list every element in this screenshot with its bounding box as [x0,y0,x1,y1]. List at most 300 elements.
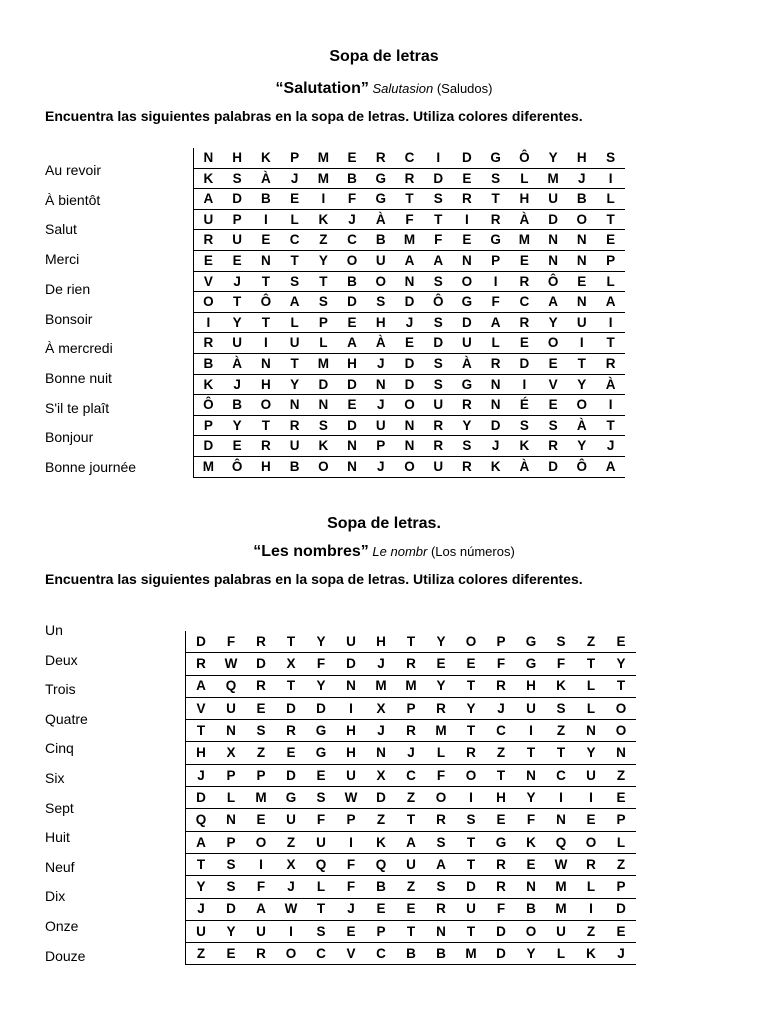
grid-cell[interactable]: R [596,353,625,374]
grid-cell[interactable]: O [246,831,276,853]
grid-cell[interactable]: U [424,395,453,416]
grid-cell[interactable]: L [216,787,246,809]
grid-cell[interactable]: L [596,271,625,292]
grid-cell[interactable]: H [336,742,366,764]
grid-cell[interactable]: S [424,312,453,333]
grid-cell[interactable]: R [252,436,281,457]
grid-cell[interactable]: O [516,920,546,942]
grid-cell[interactable]: Y [216,920,246,942]
grid-cell[interactable]: M [546,876,576,898]
grid-cell[interactable]: T [546,742,576,764]
grid-cell[interactable]: N [395,415,424,436]
grid-cell[interactable]: S [546,631,576,653]
grid-cell[interactable]: E [396,898,426,920]
grid-cell[interactable]: P [336,809,366,831]
grid-cell[interactable]: D [456,876,486,898]
grid-cell[interactable]: U [186,920,217,942]
grid-cell[interactable]: M [426,720,456,742]
grid-cell[interactable]: K [576,943,606,965]
grid-cell[interactable]: U [516,697,546,719]
grid-cell[interactable]: T [456,720,486,742]
grid-cell[interactable]: M [395,230,424,251]
grid-cell[interactable]: R [194,333,223,354]
grid-cell[interactable]: A [338,333,367,354]
grid-cell[interactable]: U [576,764,606,786]
grid-cell[interactable]: S [306,787,336,809]
grid-cell[interactable]: N [516,876,546,898]
grid-cell[interactable]: G [481,148,510,168]
grid-cell[interactable]: W [546,853,576,875]
grid-cell[interactable]: J [596,436,625,457]
grid-cell[interactable]: O [606,697,636,719]
grid-cell[interactable]: S [426,831,456,853]
grid-cell[interactable]: À [510,209,539,230]
grid-cell[interactable]: F [486,653,516,675]
grid-cell[interactable]: D [395,374,424,395]
grid-cell[interactable]: F [426,764,456,786]
grid-cell[interactable]: J [276,876,306,898]
grid-cell[interactable]: E [246,697,276,719]
grid-cell[interactable]: X [276,653,306,675]
grid-cell[interactable]: O [194,292,223,313]
grid-cell[interactable]: O [252,395,281,416]
grid-cell[interactable]: F [486,898,516,920]
grid-cell[interactable]: D [366,787,396,809]
grid-cell[interactable]: W [216,653,246,675]
grid-cell[interactable]: N [481,395,510,416]
grid-cell[interactable]: K [546,675,576,697]
grid-cell[interactable]: S [309,292,338,313]
grid-cell[interactable]: Y [539,312,568,333]
grid-cell[interactable]: U [336,764,366,786]
grid-cell[interactable]: T [596,209,625,230]
grid-cell[interactable]: R [486,876,516,898]
grid-cell[interactable]: T [280,250,309,271]
grid-cell[interactable]: O [309,456,338,477]
grid-cell[interactable]: O [395,395,424,416]
grid-cell[interactable]: O [338,250,367,271]
grid-cell[interactable]: À [567,415,596,436]
grid-cell[interactable]: D [309,374,338,395]
grid-cell[interactable]: D [194,436,223,457]
grid-cell[interactable]: O [567,209,596,230]
grid-cell[interactable]: T [395,189,424,210]
grid-cell[interactable]: I [456,787,486,809]
grid-cell[interactable]: J [223,374,252,395]
grid-cell[interactable]: J [567,168,596,189]
grid-cell[interactable]: R [426,898,456,920]
grid-cell[interactable]: T [396,920,426,942]
grid-cell[interactable]: D [424,333,453,354]
grid-cell[interactable]: H [338,353,367,374]
grid-cell[interactable]: R [426,697,456,719]
grid-cell[interactable]: U [276,809,306,831]
grid-cell[interactable]: S [223,168,252,189]
grid-cell[interactable]: Ô [424,292,453,313]
grid-cell[interactable]: R [576,853,606,875]
grid-cell[interactable]: N [426,920,456,942]
grid-cell[interactable]: N [252,250,281,271]
grid-cell[interactable]: E [539,395,568,416]
grid-cell[interactable]: U [567,312,596,333]
grid-cell[interactable]: À [510,456,539,477]
grid-cell[interactable]: F [336,876,366,898]
grid-cell[interactable]: O [366,271,395,292]
grid-cell[interactable]: N [338,456,367,477]
grid-cell[interactable]: N [539,230,568,251]
grid-cell[interactable]: J [486,697,516,719]
grid-cell[interactable]: O [276,943,306,965]
grid-cell[interactable]: G [486,831,516,853]
grid-cell[interactable]: S [306,920,336,942]
grid-cell[interactable]: S [424,271,453,292]
grid-cell[interactable]: D [510,353,539,374]
grid-cell[interactable]: M [456,943,486,965]
grid-cell[interactable]: À [366,333,395,354]
grid-cell[interactable]: D [306,697,336,719]
grid-cell[interactable]: F [338,189,367,210]
grid-cell[interactable]: D [486,943,516,965]
grid-cell[interactable]: N [216,809,246,831]
grid-cell[interactable]: Q [546,831,576,853]
grid-cell[interactable]: C [280,230,309,251]
grid-cell[interactable]: C [306,943,336,965]
grid-cell[interactable]: U [336,631,366,653]
grid-cell[interactable]: Z [366,809,396,831]
grid-cell[interactable]: O [456,631,486,653]
grid-cell[interactable]: G [516,631,546,653]
grid-cell[interactable]: D [246,653,276,675]
grid-cell[interactable]: J [338,209,367,230]
grid-cell[interactable]: D [481,415,510,436]
grid-cell[interactable]: I [596,168,625,189]
grid-cell[interactable]: Y [306,675,336,697]
grid-cell[interactable]: P [366,436,395,457]
grid-cell[interactable]: K [366,831,396,853]
grid-cell[interactable]: T [486,764,516,786]
grid-cell[interactable]: G [453,374,482,395]
grid-cell[interactable]: N [453,250,482,271]
grid-cell[interactable]: U [546,920,576,942]
grid-cell[interactable]: T [252,312,281,333]
grid-cell[interactable]: A [539,292,568,313]
grid-cell[interactable]: S [216,853,246,875]
grid-cell[interactable]: C [338,230,367,251]
grid-cell[interactable]: W [276,898,306,920]
grid-cell[interactable]: E [510,333,539,354]
grid-cell[interactable]: P [223,209,252,230]
grid-cell[interactable]: C [510,292,539,313]
grid-cell[interactable]: B [516,898,546,920]
grid-cell[interactable]: R [539,436,568,457]
grid-cell[interactable]: Y [516,943,546,965]
grid-cell[interactable]: F [246,876,276,898]
grid-cell[interactable]: T [456,853,486,875]
grid-cell[interactable]: R [456,742,486,764]
grid-cell[interactable]: K [516,831,546,853]
grid-cell[interactable]: W [336,787,366,809]
grid-cell[interactable]: T [276,631,306,653]
grid-cell[interactable]: F [546,653,576,675]
grid-cell[interactable]: C [486,720,516,742]
grid-cell[interactable]: T [456,920,486,942]
grid-cell[interactable]: F [481,292,510,313]
grid-cell[interactable]: L [576,697,606,719]
grid-cell[interactable]: A [426,853,456,875]
grid-cell[interactable]: X [216,742,246,764]
grid-cell[interactable]: B [223,395,252,416]
grid-cell[interactable]: F [216,631,246,653]
grid-cell[interactable]: Y [567,374,596,395]
grid-cell[interactable]: E [338,312,367,333]
grid-cell[interactable]: E [456,653,486,675]
grid-cell[interactable]: E [252,230,281,251]
grid-cell[interactable]: D [338,374,367,395]
grid-cell[interactable]: U [366,415,395,436]
grid-cell[interactable]: S [424,189,453,210]
grid-cell[interactable]: V [539,374,568,395]
grid-cell[interactable]: S [539,415,568,436]
grid-cell[interactable]: I [194,312,223,333]
grid-cell[interactable]: B [194,353,223,374]
grid-cell[interactable]: H [366,631,396,653]
grid-cell[interactable]: S [453,436,482,457]
grid-cell[interactable]: J [366,353,395,374]
grid-cell[interactable]: R [453,456,482,477]
grid-cell[interactable]: I [510,374,539,395]
grid-cell[interactable]: T [606,675,636,697]
grid-cell[interactable]: L [596,189,625,210]
grid-cell[interactable]: M [246,787,276,809]
grid-cell[interactable]: L [546,943,576,965]
grid-cell[interactable]: K [309,436,338,457]
grid-cell[interactable]: D [424,168,453,189]
grid-cell[interactable]: H [510,189,539,210]
grid-cell[interactable]: S [481,168,510,189]
grid-cell[interactable]: N [338,436,367,457]
grid-cell[interactable]: Ô [510,148,539,168]
grid-cell[interactable]: U [194,209,223,230]
grid-cell[interactable]: P [486,631,516,653]
grid-cell[interactable]: E [567,271,596,292]
grid-cell[interactable]: E [280,189,309,210]
grid-cell[interactable]: A [596,456,625,477]
grid-cell[interactable]: P [396,697,426,719]
grid-cell[interactable]: H [486,787,516,809]
grid-cell[interactable]: D [276,697,306,719]
grid-cell[interactable]: R [395,168,424,189]
grid-cell[interactable]: Y [576,742,606,764]
grid-cell[interactable]: M [546,898,576,920]
grid-cell[interactable]: S [546,697,576,719]
grid-cell[interactable]: Y [280,374,309,395]
grid-cell[interactable]: E [223,436,252,457]
grid-cell[interactable]: S [424,374,453,395]
grid-cell[interactable]: I [596,395,625,416]
grid-cell[interactable]: N [280,395,309,416]
grid-cell[interactable]: O [456,764,486,786]
grid-cell[interactable]: D [223,189,252,210]
grid-cell[interactable]: K [194,168,223,189]
grid-cell[interactable]: E [516,853,546,875]
grid-cell[interactable]: Z [246,742,276,764]
grid-cell[interactable]: D [453,312,482,333]
grid-cell[interactable]: L [576,675,606,697]
grid-cell[interactable]: R [453,189,482,210]
grid-cell[interactable]: D [453,148,482,168]
grid-cell[interactable]: T [596,415,625,436]
grid-cell[interactable]: Z [486,742,516,764]
grid-cell[interactable]: O [395,456,424,477]
grid-cell[interactable]: R [424,415,453,436]
grid-cell[interactable]: N [576,720,606,742]
grid-cell[interactable]: G [481,230,510,251]
grid-cell[interactable]: H [336,720,366,742]
grid-cell[interactable]: Y [309,250,338,271]
grid-cell[interactable]: V [194,271,223,292]
grid-cell[interactable]: À [366,209,395,230]
grid-cell[interactable]: R [426,809,456,831]
grid-cell[interactable]: E [276,742,306,764]
grid-cell[interactable]: P [280,148,309,168]
grid-cell[interactable]: U [280,333,309,354]
grid-cell[interactable]: J [186,898,217,920]
grid-cell[interactable]: Z [576,920,606,942]
grid-cell[interactable]: Y [453,415,482,436]
grid-cell[interactable]: T [567,353,596,374]
grid-cell[interactable]: Z [276,831,306,853]
grid-cell[interactable]: R [481,353,510,374]
grid-cell[interactable]: D [338,415,367,436]
grid-cell[interactable]: D [486,920,516,942]
grid-cell[interactable]: I [252,333,281,354]
grid-cell[interactable]: A [194,189,223,210]
grid-cell[interactable]: Y [186,876,217,898]
grid-cell[interactable]: V [186,697,217,719]
grid-cell[interactable]: G [366,168,395,189]
grid-cell[interactable]: K [309,209,338,230]
grid-cell[interactable]: J [606,943,636,965]
grid-cell[interactable]: J [336,898,366,920]
grid-cell[interactable]: P [596,250,625,271]
grid-cell[interactable]: X [276,853,306,875]
grid-cell[interactable]: G [453,292,482,313]
grid-cell[interactable]: I [252,209,281,230]
grid-cell[interactable]: Z [309,230,338,251]
grid-cell[interactable]: O [539,333,568,354]
grid-cell[interactable]: N [539,250,568,271]
grid-cell[interactable]: I [576,787,606,809]
grid-cell[interactable]: R [246,675,276,697]
grid-cell[interactable]: J [280,168,309,189]
grid-cell[interactable]: L [280,209,309,230]
grid-cell[interactable]: S [426,876,456,898]
grid-cell[interactable]: U [539,189,568,210]
grid-cell[interactable]: E [539,353,568,374]
grid-cell[interactable]: Z [606,764,636,786]
grid-cell[interactable]: I [516,720,546,742]
grid-cell[interactable]: H [223,148,252,168]
grid-cell[interactable]: U [453,333,482,354]
grid-cell[interactable]: Q [186,809,217,831]
grid-cell[interactable]: N [366,374,395,395]
grid-cell[interactable]: I [453,209,482,230]
grid-cell[interactable]: L [426,742,456,764]
grid-cell[interactable]: L [306,876,336,898]
grid-cell[interactable]: Y [606,653,636,675]
grid-cell[interactable]: T [456,675,486,697]
grid-cell[interactable]: T [252,415,281,436]
grid-cell[interactable]: J [366,456,395,477]
grid-cell[interactable]: Z [576,631,606,653]
grid-cell[interactable]: D [338,292,367,313]
grid-cell[interactable]: J [366,395,395,416]
grid-cell[interactable]: N [516,764,546,786]
grid-cell[interactable]: E [216,943,246,965]
grid-cell[interactable]: J [366,653,396,675]
grid-cell[interactable]: J [366,720,396,742]
grid-cell[interactable]: R [366,148,395,168]
grid-cell[interactable]: T [596,333,625,354]
grid-cell[interactable]: R [246,631,276,653]
grid-cell[interactable]: R [453,395,482,416]
grid-cell[interactable]: T [576,653,606,675]
grid-cell[interactable]: Y [223,312,252,333]
grid-cell[interactable]: P [309,312,338,333]
grid-cell[interactable]: P [194,415,223,436]
grid-cell[interactable]: I [246,853,276,875]
grid-cell[interactable]: A [424,250,453,271]
grid-cell[interactable]: S [424,353,453,374]
grid-cell[interactable]: M [309,353,338,374]
grid-cell[interactable]: B [252,189,281,210]
grid-cell[interactable]: T [186,853,217,875]
grid-cell[interactable]: I [567,333,596,354]
grid-cell[interactable]: I [546,787,576,809]
grid-cell[interactable]: R [510,271,539,292]
grid-cell[interactable]: H [252,374,281,395]
grid-cell[interactable]: S [596,148,625,168]
grid-cell[interactable]: E [596,230,625,251]
grid-cell[interactable]: G [366,189,395,210]
grid-cell[interactable]: S [246,720,276,742]
grid-cell[interactable]: G [306,720,336,742]
grid-cell[interactable]: A [596,292,625,313]
grid-cell[interactable]: H [516,675,546,697]
grid-cell[interactable]: R [246,943,276,965]
grid-cell[interactable]: P [606,809,636,831]
grid-cell[interactable]: B [426,943,456,965]
grid-cell[interactable]: Ô [223,456,252,477]
grid-cell[interactable]: Z [396,876,426,898]
grid-cell[interactable]: N [481,374,510,395]
grid-cell[interactable]: S [309,415,338,436]
grid-cell[interactable]: U [396,853,426,875]
grid-cell[interactable]: R [280,415,309,436]
grid-cell[interactable]: N [546,809,576,831]
grid-cell[interactable]: M [539,168,568,189]
grid-cell[interactable]: O [453,271,482,292]
grid-cell[interactable]: D [186,631,217,653]
grid-cell[interactable]: H [186,742,217,764]
grid-cell[interactable]: Q [216,675,246,697]
grid-cell[interactable]: K [481,456,510,477]
grid-cell[interactable]: M [309,168,338,189]
grid-cell[interactable]: T [306,898,336,920]
grid-cell[interactable]: Z [396,787,426,809]
grid-cell[interactable]: F [424,230,453,251]
grid-cell[interactable]: U [223,333,252,354]
